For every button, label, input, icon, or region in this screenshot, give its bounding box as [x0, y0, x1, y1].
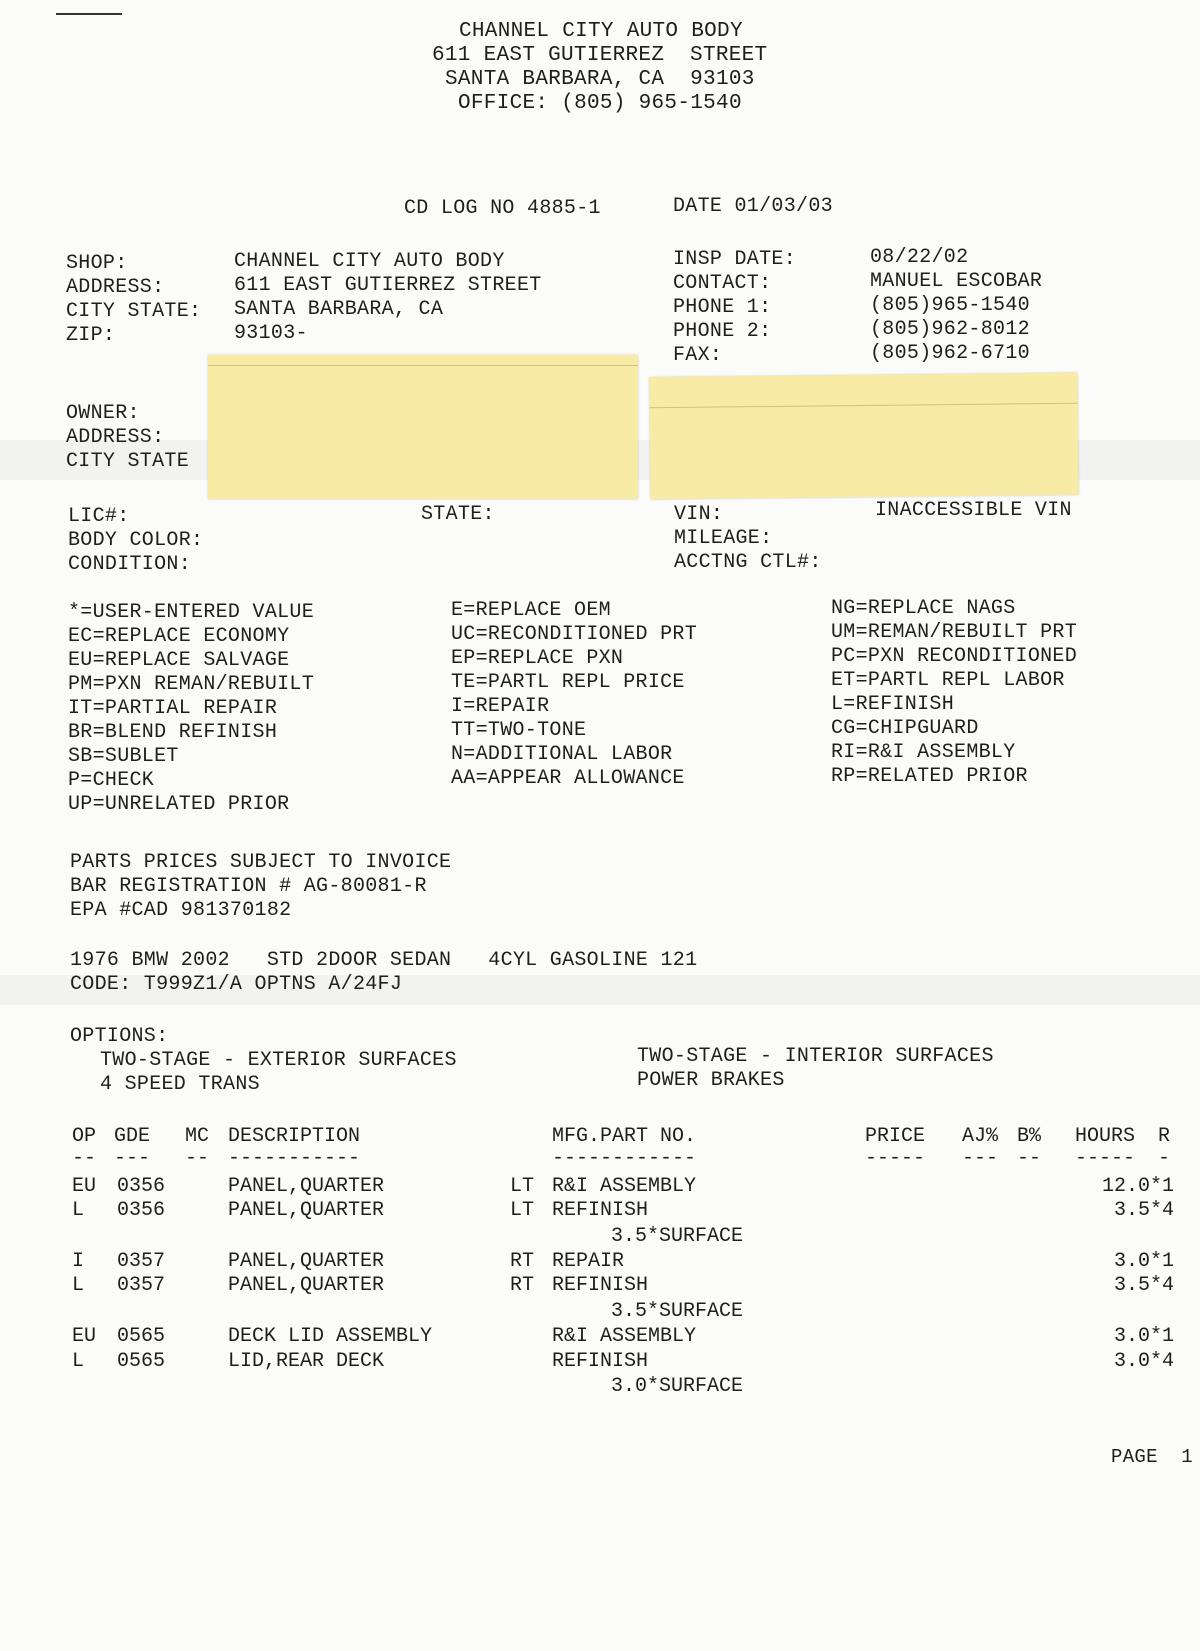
cell-side: RT	[510, 1250, 535, 1273]
phone2-label: PHONE 2:	[673, 320, 772, 343]
cell-description: DECK LID ASSEMBLY	[228, 1325, 433, 1348]
legend-item: N=ADDITIONAL LABOR	[451, 743, 673, 766]
col-header-r: R	[1158, 1125, 1171, 1148]
cell-surface: 3.5*SURFACE	[611, 1225, 744, 1248]
cell-gde: 0357	[117, 1250, 166, 1273]
vehicle-description: 1976 BMW 2002 STD 2DOOR SEDAN 4CYL GASOLINE 121	[70, 949, 698, 972]
legend-item: RP=RELATED PRIOR	[831, 765, 1028, 788]
lic-label: LIC#:	[68, 505, 130, 528]
cell-surface: 3.0*SURFACE	[611, 1375, 744, 1398]
cell-hours: 3.5*4	[1113, 1274, 1174, 1297]
cell-op: EU	[72, 1325, 97, 1348]
address-value: 611 EAST GUTIERREZ STREET	[234, 274, 542, 297]
body-color-label: BODY COLOR:	[68, 529, 204, 552]
log-date: DATE 01/03/03	[673, 195, 833, 218]
table-row-surface	[0, 1225, 1200, 1249]
col-header-aj: AJ%	[962, 1125, 999, 1148]
options-label: OPTIONS:	[70, 1025, 169, 1048]
table-row	[0, 1350, 1200, 1374]
cell-description: PANEL,QUARTER	[228, 1199, 385, 1222]
cell-part: REFINISH	[552, 1274, 649, 1297]
col-header-b: B%	[1017, 1125, 1042, 1148]
page-number: PAGE 1	[1111, 1446, 1193, 1468]
zip-label: ZIP:	[66, 324, 116, 347]
owner-label: OWNER:	[66, 402, 140, 425]
cell-op: EU	[72, 1175, 97, 1198]
log-number: CD LOG NO 4885-1	[404, 197, 601, 220]
option-item: TWO-STAGE - EXTERIOR SURFACES	[100, 1049, 457, 1072]
legend-item: TT=TWO-TONE	[451, 719, 587, 742]
cell-surface: 3.5*SURFACE	[611, 1300, 744, 1323]
contact-value: MANUEL ESCOBAR	[870, 270, 1043, 293]
table-row	[0, 1325, 1200, 1349]
legend-item: PC=PXN RECONDITIONED	[831, 645, 1078, 668]
table-header-underline: -- --- -- ----------- ------------ ----- --- -- ----- -	[72, 1147, 1171, 1170]
legend-item: PM=PXN REMAN/REBUILT	[68, 673, 315, 696]
col-header-price: PRICE	[865, 1125, 926, 1148]
option-item: TWO-STAGE - INTERIOR SURFACES	[637, 1045, 994, 1068]
insp-date-value: 08/22/02	[870, 246, 969, 269]
col-header-gde: GDE	[114, 1125, 151, 1148]
legend-item: I=REPAIR	[451, 695, 550, 718]
legend-item: AA=APPEAR ALLOWANCE	[451, 767, 685, 790]
contact-label: CONTACT:	[673, 272, 772, 295]
cell-hours: 3.0*1	[1113, 1325, 1174, 1348]
legend-item: UC=RECONDITIONED PRT	[451, 623, 698, 646]
cell-part: REFINISH	[552, 1199, 649, 1222]
shop-value: CHANNEL CITY AUTO BODY	[234, 250, 505, 273]
legend-item: UP=UNRELATED PRIOR	[68, 793, 290, 816]
insp-date-label: INSP DATE:	[673, 248, 797, 271]
legend-item: E=REPLACE OEM	[451, 599, 611, 622]
mileage-label: MILEAGE:	[674, 527, 773, 550]
col-header-op: OP	[72, 1125, 97, 1148]
cell-side: RT	[510, 1274, 535, 1297]
address-label: ADDRESS:	[66, 276, 165, 299]
fax-value: (805)962-6710	[870, 342, 1030, 365]
legend-item: BR=BLEND REFINISH	[68, 721, 278, 744]
phone1-label: PHONE 1:	[673, 296, 772, 319]
cell-op: I	[72, 1250, 85, 1273]
company-office-phone: OFFICE: (805) 965-1540	[458, 92, 742, 115]
cell-description: PANEL,QUARTER	[228, 1175, 385, 1198]
cell-hours: 12.0*1	[1101, 1175, 1174, 1198]
cell-part: REPAIR	[552, 1250, 625, 1273]
cell-side: LT	[510, 1199, 535, 1222]
cell-gde: 0357	[117, 1274, 166, 1297]
legend-item: EP=REPLACE PXN	[451, 647, 624, 670]
bar-registration: BAR REGISTRATION # AG-80081-R	[70, 875, 427, 898]
col-header-description: DESCRIPTION	[228, 1125, 361, 1148]
cell-description: LID,REAR DECK	[228, 1350, 385, 1373]
vehicle-code: CODE: T999Z1/A OPTNS A/24FJ	[70, 973, 403, 996]
city-state-label: CITY STATE:	[66, 300, 202, 323]
legend-item: ET=PARTL REPL LABOR	[831, 669, 1065, 692]
cell-side: LT	[510, 1175, 535, 1198]
table-row	[0, 1175, 1200, 1199]
legend-item: *=USER-ENTERED VALUE	[68, 601, 315, 624]
cell-gde: 0356	[117, 1199, 166, 1222]
redaction-sticky-note	[649, 373, 1078, 499]
state-label: STATE:	[421, 503, 495, 526]
legend-item: SB=SUBLET	[68, 745, 179, 768]
option-item: 4 SPEED TRANS	[100, 1073, 260, 1096]
owner-address-label: ADDRESS:	[66, 426, 165, 449]
shop-label: SHOP:	[66, 252, 128, 275]
company-name: CHANNEL CITY AUTO BODY	[459, 20, 743, 43]
acctng-ctl-label: ACCTNG CTL#:	[674, 551, 822, 574]
condition-label: CONDITION:	[68, 553, 192, 576]
epa-number: EPA #CAD 981370182	[70, 899, 292, 922]
cell-part: R&I ASSEMBLY	[552, 1325, 697, 1348]
cell-part: R&I ASSEMBLY	[552, 1175, 697, 1198]
cell-description: PANEL,QUARTER	[228, 1274, 385, 1297]
company-city: SANTA BARBARA, CA 93103	[445, 68, 755, 91]
cell-gde: 0565	[117, 1350, 166, 1373]
fax-label: FAX:	[673, 344, 723, 367]
legend-item: RI=R&I ASSEMBLY	[831, 741, 1016, 764]
table-row	[0, 1274, 1200, 1298]
city-state-value: SANTA BARBARA, CA	[234, 298, 444, 321]
option-item: POWER BRAKES	[637, 1069, 785, 1092]
legend-item: EU=REPLACE SALVAGE	[68, 649, 290, 672]
legend-item: L=REFINISH	[831, 693, 955, 716]
cell-op: L	[72, 1274, 85, 1297]
cell-op: L	[72, 1199, 85, 1222]
company-street: 611 EAST GUTIERREZ STREET	[432, 44, 768, 67]
cell-gde: 0356	[117, 1175, 166, 1198]
vin-label: VIN:	[674, 503, 724, 526]
col-header-hours: HOURS	[1075, 1125, 1136, 1148]
table-row-surface	[0, 1300, 1200, 1324]
vin-value: INACCESSIBLE VIN	[875, 499, 1072, 522]
zip-value: 93103-	[234, 322, 308, 345]
cell-op: L	[72, 1350, 85, 1373]
cell-gde: 0565	[117, 1325, 166, 1348]
table-header-row	[0, 1125, 1200, 1149]
col-header-mfg-part: MFG.PART NO.	[552, 1125, 697, 1148]
col-header-mc: MC	[185, 1125, 210, 1148]
legend-item: TE=PARTL REPL PRICE	[451, 671, 685, 694]
legend-item: NG=REPLACE NAGS	[831, 597, 1016, 620]
table-row-surface	[0, 1375, 1200, 1399]
legend-item: EC=REPLACE ECONOMY	[68, 625, 290, 648]
cell-hours: 3.5*4	[1113, 1199, 1174, 1222]
parts-price-note: PARTS PRICES SUBJECT TO INVOICE	[70, 851, 452, 874]
legend-item: UM=REMAN/REBUILT PRT	[831, 621, 1078, 644]
table-row	[0, 1199, 1200, 1223]
legend-item: P=CHECK	[68, 769, 155, 792]
legend-item: CG=CHIPGUARD	[831, 717, 979, 740]
pen-mark	[56, 13, 122, 15]
cell-hours: 3.0*1	[1113, 1250, 1174, 1273]
cell-hours: 3.0*4	[1113, 1350, 1174, 1373]
table-row	[0, 1250, 1200, 1274]
legend-item: IT=PARTIAL REPAIR	[68, 697, 278, 720]
cell-description: PANEL,QUARTER	[228, 1250, 385, 1273]
cell-part: REFINISH	[552, 1350, 649, 1373]
owner-city-state-label: CITY STATE	[66, 450, 190, 473]
redaction-sticky-note	[208, 355, 638, 499]
phone1-value: (805)965-1540	[870, 294, 1030, 317]
phone2-value: (805)962-8012	[870, 318, 1030, 341]
